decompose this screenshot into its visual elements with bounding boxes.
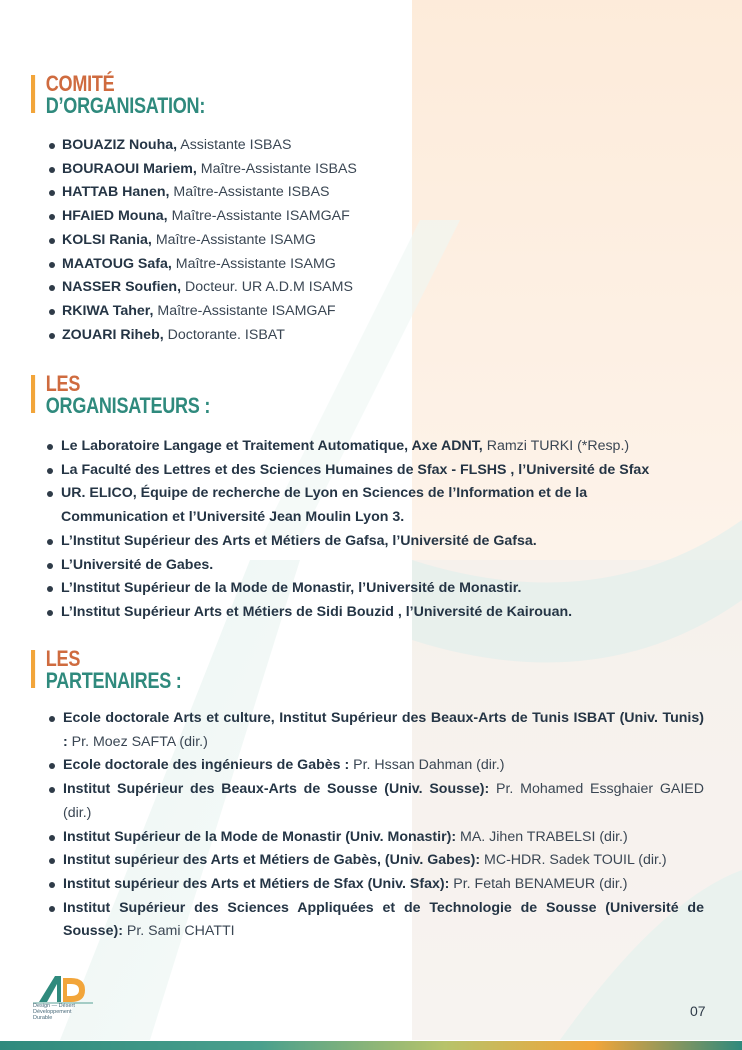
list-item xyxy=(63,873,704,897)
member-role: Maître-Assistante ISAMG xyxy=(171,255,336,272)
organisateurs-list xyxy=(61,435,711,625)
list-item xyxy=(62,300,702,324)
member-name: BOURAOUI Mariem, xyxy=(62,160,197,177)
list-item xyxy=(63,778,704,825)
list-item xyxy=(63,849,704,873)
title-line1: LES xyxy=(45,646,81,671)
member-role: Maître-Assistante ISAMG xyxy=(151,231,316,248)
accent-bar xyxy=(31,650,35,688)
item-bold: L’Institut Supérieur des Arts et Métiers de Gafsa, l’Université de Gafsa. xyxy=(61,532,537,549)
list-item xyxy=(61,482,651,529)
accent-bar xyxy=(31,375,35,413)
item-bold: Ecole doctorale Arts et culture, Institut Supérieur des Beaux-Arts de Tunis ISBAT (Univ. Tunis) : xyxy=(63,710,704,750)
item-normal: MC-HDR. Sadek TOUIL (dir.) xyxy=(480,852,667,869)
title-line2: D’ORGANISATION: xyxy=(45,93,206,118)
item-normal: Pr. Fetah BENAMEUR (dir.) xyxy=(449,875,628,892)
list-item xyxy=(63,754,704,778)
accent-bar xyxy=(31,75,35,113)
member-name: MAATOUG Safa, xyxy=(62,255,172,272)
list-item xyxy=(63,826,704,850)
title-line1: COMITÉ xyxy=(45,71,115,96)
list-item xyxy=(61,435,711,459)
footer-bar xyxy=(0,1041,742,1050)
item-bold: Institut supérieur des Arts et Métiers de Sfax (Univ. Sfax): xyxy=(63,875,450,892)
organisation-list xyxy=(62,134,702,347)
page-number: 07 xyxy=(690,1003,706,1019)
item-bold: L’Institut Supérieur Arts et Métiers de Sidi Bouzid , l’Université de Kairouan. xyxy=(61,603,573,620)
list-item xyxy=(61,554,711,578)
member-role: Docteur. UR A.D.M ISAMS xyxy=(181,279,353,296)
item-bold: Institut supérieur des Arts et Métiers de Gabès, (Univ. Gabes): xyxy=(63,852,481,869)
item-bold: Ecole doctorale des ingénieurs de Gabès : xyxy=(63,757,350,774)
member-role: Maître-Assistante ISBAS xyxy=(196,160,357,177)
item-normal: Pr. Sami CHATTI xyxy=(122,923,235,940)
list-item xyxy=(63,897,704,944)
title-line1: LES xyxy=(45,371,81,396)
member-role: Assistante ISBAS xyxy=(177,137,292,153)
section-title-comite xyxy=(31,73,205,117)
member-role: Doctorante. ISBAT xyxy=(163,326,285,343)
item-bold: L’Université de Gabes. xyxy=(61,556,214,573)
title-line2: PARTENAIRES : xyxy=(45,668,182,693)
list-item xyxy=(62,181,702,205)
item-bold: UR. ELICO, Équipe de recherche de Lyon en Sciences de l’Information et de la Communication et l’Université Jean Moulin Lyon 3. xyxy=(61,485,588,526)
list-item xyxy=(61,577,711,601)
list-item xyxy=(63,707,704,754)
item-normal: Ramzi TURKI (*Resp.) xyxy=(482,438,630,454)
member-name: HFAIED Mouna, xyxy=(62,208,168,225)
partenaires-list xyxy=(63,707,704,944)
member-role: Maître-Assistante ISAMGAF xyxy=(167,208,350,225)
item-bold: L’Institut Supérieur de la Mode de Monastir, l’Université de Monastir. xyxy=(61,580,522,597)
member-name: ZOUARI Riheb, xyxy=(62,326,164,343)
section-title-partenaires xyxy=(31,648,182,692)
item-bold: Institut Supérieur des Beaux-Arts de Sousse (Univ. Sousse): xyxy=(63,781,490,798)
list-item xyxy=(62,134,702,158)
list-item xyxy=(61,459,711,483)
member-role: Maître-Assistante ISBAS xyxy=(169,184,330,201)
list-item xyxy=(62,205,702,229)
list-item xyxy=(62,229,702,253)
member-role: Maître-Assistante ISAMGAF xyxy=(153,302,336,319)
logo-text-line: Développement xyxy=(33,1009,72,1015)
member-name: BOUAZIZ Nouha, xyxy=(62,137,178,153)
logo-text-line: Durable xyxy=(33,1015,53,1021)
member-name: RKIWA Taher, xyxy=(62,302,154,319)
logo-text-line: Design — Désert xyxy=(33,1003,75,1009)
item-normal: Pr. Moez SAFTA (dir.) xyxy=(67,733,208,750)
member-name: NASSER Soufien, xyxy=(62,279,182,296)
item-normal: Pr. Mohamed Essghaier GAIED (dir.) xyxy=(63,781,704,821)
list-item xyxy=(62,276,702,300)
item-bold: Le Laboratoire Langage et Traitement Automatique, Axe ADNT, xyxy=(61,438,483,454)
list-item xyxy=(62,324,702,348)
logo-text xyxy=(33,1003,75,1021)
item-bold: Institut Supérieur des Sciences Appliquées et de Technologie de Sousse (Université de Sousse): xyxy=(63,899,704,940)
title-line2: ORGANISATEURS : xyxy=(45,393,211,418)
item-normal: MA. Jihen TRABELSI (dir.) xyxy=(456,828,628,845)
list-item xyxy=(62,158,702,182)
list-item xyxy=(61,530,711,554)
member-name: HATTAB Hanen, xyxy=(62,184,170,201)
item-bold: Institut Supérieur de la Mode de Monastir (Univ. Monastir): xyxy=(63,828,457,845)
section-title-organisateurs xyxy=(31,373,210,417)
item-bold: La Faculté des Lettres et des Sciences Humaines de Sfax - FLSHS , l’Université de Sfax xyxy=(61,461,650,478)
item-normal: Pr. Hssan Dahman (dir.) xyxy=(349,757,505,774)
list-item xyxy=(62,253,702,277)
member-name: KOLSI Rania, xyxy=(62,231,152,248)
list-item xyxy=(61,601,711,625)
